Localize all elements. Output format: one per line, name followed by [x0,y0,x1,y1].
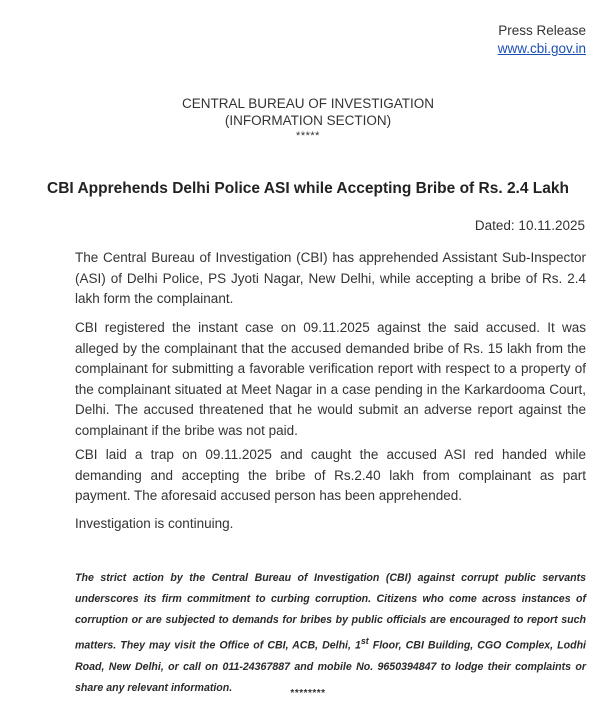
paragraph-3: CBI laid a trap on 09.11.2025 and caught the accused ASI red handed while demanding and accepting the bribe of Rs.2.40 lakh from complainant as part payment. The aforesaid accused person has been apprehended. [75,447,586,503]
footer-note [75,568,586,699]
footer-note-text-end: Floor, CBI Building, CGO Complex, Lodhi Road, New Delhi, or call on 011-24367887 and mobile No. 9650394847 to lodge their complaints or share any relevant information. [75,639,586,694]
press-release-label: Press Release [498,23,586,38]
press-header [498,22,586,58]
separator-stars: ***** [296,130,320,142]
paragraph-2: CBI registered the instant case on 09.11.2025 against the said accused. It was alleged by the complainant that the accused demanded bribe of Rs. 15 lakh from the complainant for submitting a favorable verification report with respect to a property of the complainant situated at Meet Nagar in a case pending in the Karkardooma Court, Delhi. The accused threatened that he would submit an adverse report against the complainant if the bribe was not paid. [75,320,586,438]
paragraph-4: Investigation is continuing. [75,516,234,531]
website-link[interactable]: www.cbi.gov.in [497,41,586,56]
paragraph-1: The Central Bureau of Investigation (CBI) has apprehended Assistant Sub-Inspector (ASI) of Delhi Police, PS Jyoti Nagar, New Delhi, while accepting a bribe of Rs. 2.4 lakh form the complainant. [75,250,586,306]
agency-section: (INFORMATION SECTION) [224,113,392,128]
agency-heading [0,95,616,143]
footer-note-ordinal: st [360,636,369,646]
release-date: Dated: 10.11.2025 [474,218,585,233]
release-title: CBI Apprehends Delhi Police ASI while Accepting Bribe of Rs. 2.4 Lakh [47,180,569,197]
footer-note-text-start: The strict action by the Central Bureau of Investigation (CBI) against corrupt public servants underscores its firm commitment to curbing corruption. Citizens who come across instances of corruption or are subjected to demands for bribes by public officials are encouraged to report such matters. They may visit the Office of CBI, ACB, Delhi, 1 [75,572,586,652]
end-mark: ******** [290,688,326,699]
agency-name: CENTRAL BUREAU OF INVESTIGATION [181,96,435,111]
